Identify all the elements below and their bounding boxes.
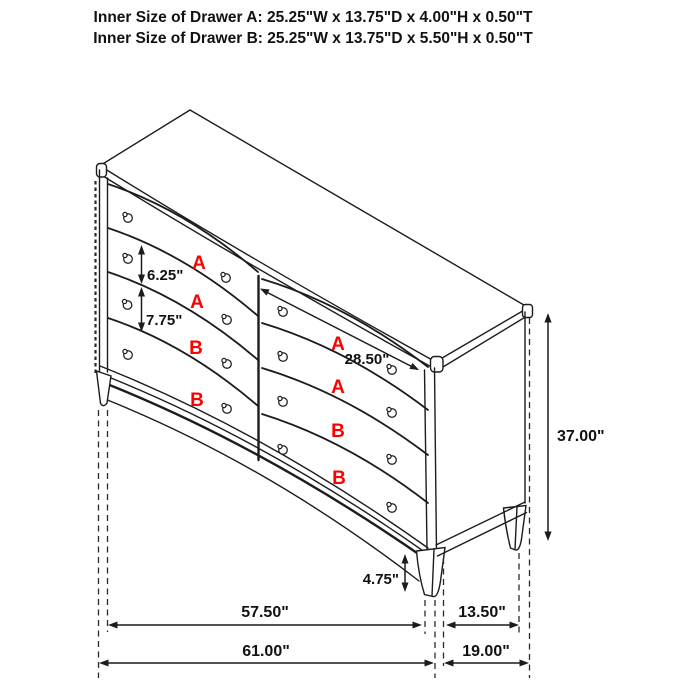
dresser-drawing: [96, 110, 533, 597]
dim-arrow-front-width: [108, 622, 422, 629]
knob-icon: [123, 212, 132, 222]
knob-icon: [222, 403, 231, 413]
dim-side-depth: 13.50": [458, 604, 506, 621]
dim-overall-width: 61.00": [242, 643, 290, 660]
knob-icon: [221, 272, 230, 282]
drawer-label-left-4: B: [190, 390, 204, 411]
title-line-2: Inner Size of Drawer B: 25.25"W x 13.75"D x 5.50"H x 0.50"T: [93, 30, 533, 47]
dim-arrow-side-depth: [446, 622, 519, 629]
dim-arrow-overall-height: [544, 313, 551, 541]
knob-icon: [222, 358, 231, 368]
drawer-label-right-2: A: [331, 377, 345, 398]
extension-lines: [99, 318, 530, 678]
drawer-label-left-2: A: [190, 292, 204, 313]
diagram-title: [93, 9, 533, 47]
left-side-edge: [96, 170, 108, 377]
top-corner-front-left: [97, 164, 107, 178]
drawer-label-left-1: A: [192, 253, 206, 274]
top-corner-front-right: [431, 357, 444, 373]
right-front-stile: [425, 368, 437, 552]
title-line-1: Inner Size of Drawer A: 25.25"W x 13.75"D x 4.00"H x 0.50"T: [93, 9, 533, 26]
drawer-label-right-4: B: [332, 468, 346, 489]
drawer-label-right-1: A: [331, 334, 345, 355]
dim-overall-height: 37.00": [557, 428, 605, 445]
right-side-panel: [436, 312, 527, 556]
dim-front-width: 57.50": [241, 604, 289, 621]
dim-leg-height: 4.75": [362, 571, 399, 588]
dim-drawer-a-height: 6.25": [147, 267, 184, 284]
knob-icon: [387, 454, 396, 464]
top-corner-back-right: [523, 305, 533, 318]
dresser-top: [97, 110, 533, 372]
knob-icon: [278, 396, 287, 406]
knob-icon: [278, 306, 287, 316]
dim-arrow-overall-width: [99, 660, 434, 667]
dim-arrow-drawer-b-height: [138, 287, 145, 332]
dim-drawer-b-height: 7.75": [146, 312, 183, 329]
knob-icon: [222, 314, 231, 324]
knob-icon: [278, 444, 287, 454]
dim-overall-depth: 19.00": [462, 643, 510, 660]
knob-icon: [387, 502, 396, 512]
dim-arrow-drawer-a-height: [138, 245, 145, 284]
drawer-label-right-3: B: [331, 421, 345, 442]
bottom-molding: [100, 366, 430, 581]
knob-icon: [278, 351, 287, 361]
back-right-leg: [504, 506, 527, 551]
dim-arrow-overall-depth: [444, 660, 529, 667]
knob-icon: [122, 299, 131, 309]
drawer-label-left-3: B: [189, 338, 203, 359]
knob-icon: [123, 349, 132, 359]
dim-half-section-width: 28.50": [344, 351, 390, 368]
knob-icon: [387, 407, 396, 417]
knob-icon: [123, 253, 132, 263]
